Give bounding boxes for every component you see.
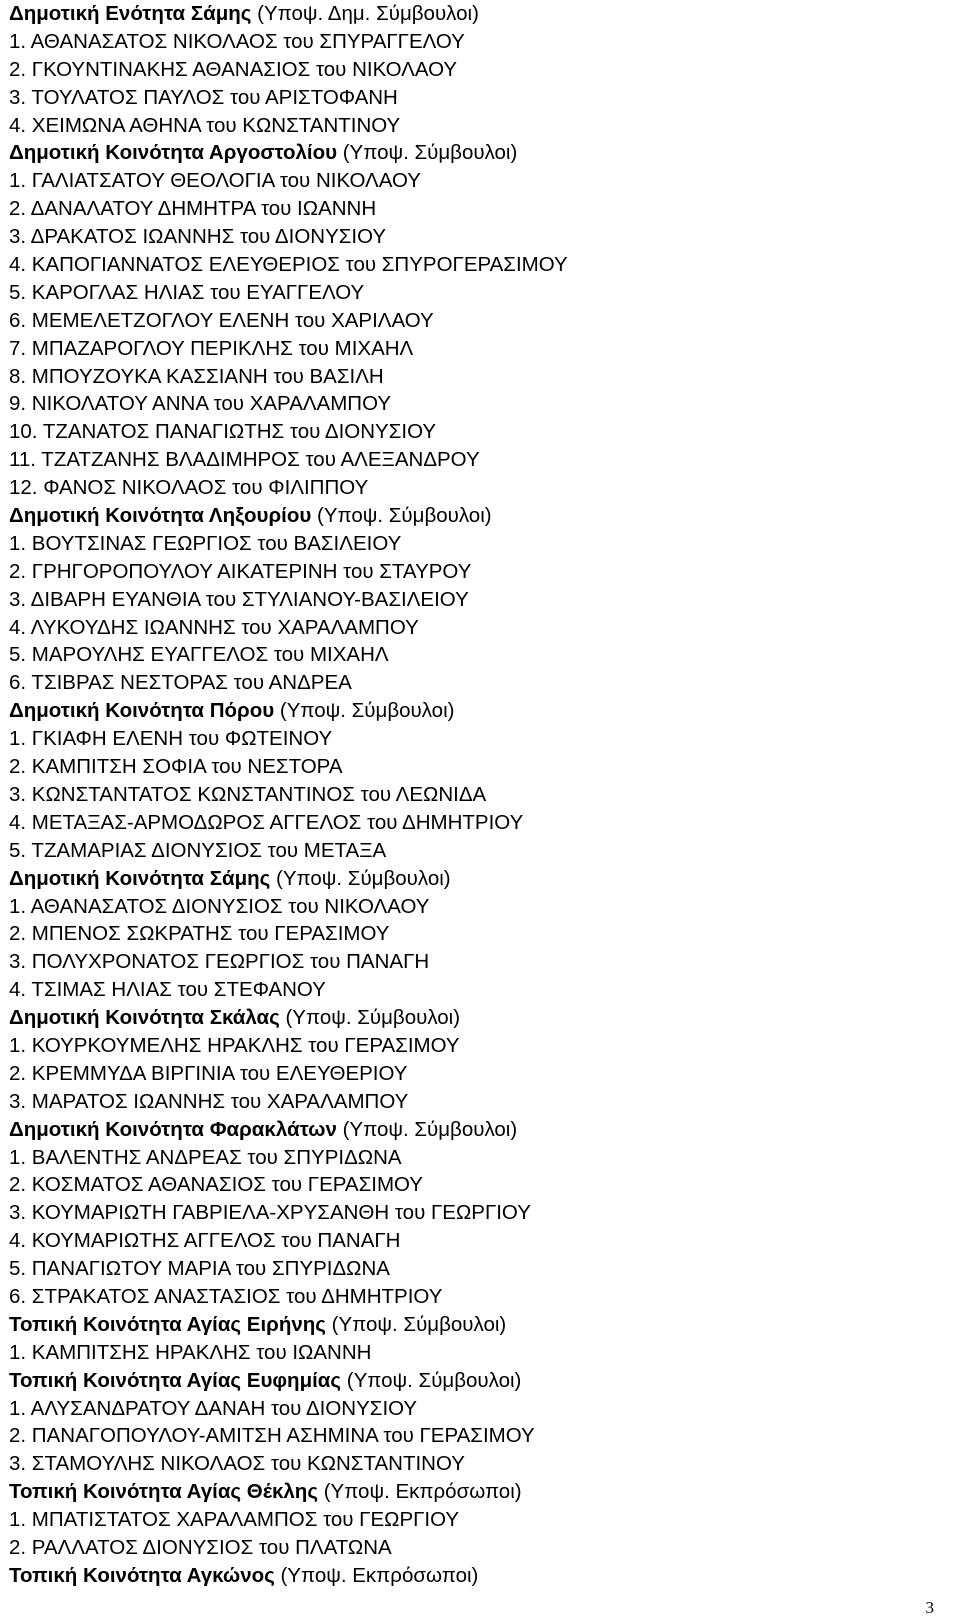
section-heading <box>9 865 949 893</box>
section-heading-title: Δημοτική Κοινότητα Φαρακλάτων <box>9 1117 337 1141</box>
section-heading <box>9 139 949 167</box>
candidate-entry: 2. ΓΚΟΥΝΤΙΝΑΚΗΣ ΑΘΑΝΑΣΙΟΣ του ΝΙΚΟΛΑΟΥ <box>9 57 458 81</box>
candidate-entry: 1. ΜΠΑΤΙΣΤΑΤΟΣ ΧΑΡΑΛΑΜΠΟΣ του ΓΕΩΡΓΙΟΥ <box>9 1508 460 1532</box>
candidate-entry: 4. ΛΥΚΟΥΔΗΣ ΙΩΑΝΝΗΣ του ΧΑΡΑΛΑΜΠΟΥ <box>9 615 419 639</box>
section-heading-qualifier: (Υποψ. Σύμβουλοι) <box>270 866 451 890</box>
candidate-entry: 2. ΓΡΗΓΟΡΟΠΟΥΛΟΥ ΑΙΚΑΤΕΡΙΝΗ του ΣΤΑΥΡΟΥ <box>9 559 472 583</box>
candidate-entry: 3. ΠΟΛΥΧΡΟΝΑΤΟΣ ΓΕΩΡΓΙΟΣ του ΠΑΝΑΓΗ <box>9 950 430 974</box>
candidate-entry: 6. ΜΕΜΕΛΕΤΖΟΓΛΟΥ ΕΛΕΝΗ του ΧΑΡΙΛΑΟΥ <box>9 308 434 332</box>
candidate-entry: 4. ΧΕΙΜΩΝΑ ΑΘΗΝΑ του ΚΩΝΣΤΑΝΤΙΝΟΥ <box>9 113 401 137</box>
candidate-entry: 10. ΤΖΑΝΑΤΟΣ ΠΑΝΑΓΙΩΤΗΣ του ΔΙΟΝΥΣΙΟΥ <box>9 420 437 444</box>
section-heading-qualifier: (Υποψ. Σύμβουλοι) <box>341 1368 522 1392</box>
candidate-entry: 2. ΚΑΜΠΙΤΣΗ ΣΟΦΙΑ του ΝΕΣΤΟΡΑ <box>9 755 343 779</box>
section-heading-title: Τοπική Κοινότητα Αγίας Ευφημίας <box>9 1368 342 1392</box>
section-heading <box>9 1367 949 1395</box>
candidate-entry: 1. ΑΘΑΝΑΣΑΤΟΣ ΝΙΚΟΛΑΟΣ του ΣΠΥΡΑΓΓΕΛΟΥ <box>9 29 465 53</box>
section-heading-qualifier: (Υποψ. Σύμβουλοι) <box>336 1117 518 1141</box>
section-heading-qualifier: (Υποψ. Σύμβουλοι) <box>337 141 518 165</box>
candidate-entry: 3. ΜΑΡΑΤΟΣ ΙΩΑΝΝΗΣ του ΧΑΡΑΛΑΜΠΟΥ <box>9 1089 409 1113</box>
candidate-entry: 8. ΜΠΟΥΖΟΥΚΑ ΚΑΣΣΙΑΝΗ του ΒΑΣΙΛΗ <box>9 364 384 388</box>
section-heading-title: Δημοτική Κοινότητα Σκάλας <box>9 1006 280 1030</box>
section-heading-qualifier: (Υποψ. Σύμβουλοι) <box>311 504 492 528</box>
section-heading-title: Τοπική Κοινότητα Αγκώνος <box>9 1563 275 1587</box>
candidate-entry: 1. ΓΚΙΑΦΗ ΕΛΕΝΗ του ΦΩΤΕΙΝΟΥ <box>9 727 333 751</box>
section-heading-title: Τοπική Κοινότητα Αγίας Ειρήνης <box>9 1312 326 1336</box>
page-number: 3 <box>925 1598 934 1617</box>
candidate-entry: 1. ΒΑΛΕΝΤΗΣ ΑΝΔΡΕΑΣ του ΣΠΥΡΙΔΩΝΑ <box>9 1145 402 1169</box>
candidate-entry: 5. ΚΑΡΟΓΛΑΣ ΗΛΙΑΣ του ΕΥΑΓΓΕΛΟΥ <box>9 280 365 304</box>
candidate-entry: 6. ΤΣΙΒΡΑΣ ΝΕΣΤΟΡΑΣ του ΑΝΔΡΕΑ <box>9 671 352 695</box>
section-heading-qualifier: (Υποψ. Εκπρόσωποι) <box>318 1480 522 1504</box>
section-heading <box>9 0 949 28</box>
section-heading-title: Δημοτική Κοινότητα Πόρου <box>9 699 275 723</box>
section-heading-qualifier: (Υποψ. Σύμβουλοι) <box>279 1006 461 1030</box>
candidate-entry: 1. ΑΛΥΣΑΝΔΡΑΤΟΥ ΔΑΝΑΗ του ΔΙΟΝΥΣΙΟΥ <box>9 1396 418 1420</box>
candidate-entry: 6. ΣΤΡΑΚΑΤΟΣ ΑΝΑΣΤΑΣΙΟΣ του ΔΗΜΗΤΡΙΟΥ <box>9 1284 443 1308</box>
candidate-entry: 12. ΦΑΝΟΣ ΝΙΚΟΛΑΟΣ του ΦΙΛΙΠΠΟΥ <box>9 476 369 500</box>
candidate-entry: 1. ΑΘΑΝΑΣΑΤΟΣ ΔΙΟΝΥΣΙΟΣ του ΝΙΚΟΛΑΟΥ <box>9 894 430 918</box>
section-heading-title: Δημοτική Κοινότητα Αργοστολίου <box>9 141 338 165</box>
candidate-entry: 1. ΒΟΥΤΣΙΝΑΣ ΓΕΩΡΓΙΟΣ του ΒΑΣΙΛΕΙΟΥ <box>9 531 402 555</box>
candidate-entry: 5. ΜΑΡΟΥΛΗΣ ΕΥΑΓΓΕΛΟΣ του ΜΙΧΑΗΛ <box>9 643 389 667</box>
candidate-entry: 5. ΤΖΑΜΑΡΙΑΣ ΔΙΟΝΥΣΙΟΣ του ΜΕΤΑΞΑ <box>9 838 387 862</box>
section-heading <box>9 1116 949 1144</box>
candidate-entry: 3. ΚΟΥΜΑΡΙΩΤΗ ΓΑΒΡΙΕΛΑ-ΧΡΥΣΑΝΘΗ του ΓΕΩΡΓΙΟΥ <box>9 1201 531 1225</box>
section-heading-qualifier: (Υποψ. Σύμβουλοι) <box>274 699 455 723</box>
candidate-entry: 2. ΠΑΝΑΓΟΠΟΥΛΟΥ-ΑΜΙΤΣΗ ΑΣΗΜΙΝΑ του ΓΕΡΑΣΙΜΟΥ <box>9 1424 535 1448</box>
candidate-entry: 3. ΔΙΒΑΡΗ ΕΥΑΝΘΙΑ του ΣΤΥΛΙΑΝΟΥ-ΒΑΣΙΛΕΙΟΥ <box>9 587 469 611</box>
section-heading <box>9 1004 949 1032</box>
candidate-entry: 3. ΤΟΥΛΑΤΟΣ ΠΑΥΛΟΣ του ΑΡΙΣΤΟΦΑΝΗ <box>9 85 398 109</box>
candidate-entry: 5. ΠΑΝΑΓΙΩΤΟΥ ΜΑΡΙΑ του ΣΠΥΡΙΔΩΝΑ <box>9 1257 390 1281</box>
candidate-entry: 2. ΔΑΝΑΛΑΤΟΥ ΔΗΜΗΤΡΑ του ΙΩΑΝΝΗ <box>9 197 377 221</box>
candidate-entry: 4. ΤΣΙΜΑΣ ΗΛΙΑΣ του ΣΤΕΦΑΝΟΥ <box>9 978 326 1002</box>
candidate-entry: 2. ΚΡΕΜΜΥΔΑ ΒΙΡΓΙΝΙΑ του ΕΛΕΥΘΕΡΙΟΥ <box>9 1061 408 1085</box>
candidate-entry: 1. ΚΑΜΠΙΤΣΗΣ ΗΡΑΚΛΗΣ του ΙΩΑΝΝΗ <box>9 1340 372 1364</box>
candidate-entry: 2. ΜΠΕΝΟΣ ΣΩΚΡΑΤΗΣ του ΓΕΡΑΣΙΜΟΥ <box>9 922 390 946</box>
candidate-entry: 3. ΔΡΑΚΑΤΟΣ ΙΩΑΝΝΗΣ του ΔΙΟΝΥΣΙΟΥ <box>9 225 387 249</box>
candidate-entry: 7. ΜΠΑΖΑΡΟΓΛΟΥ ΠΕΡΙΚΛΗΣ του ΜΙΧΑΗΛ <box>9 336 414 360</box>
section-heading-qualifier: (Υποψ. Εκπρόσωποι) <box>274 1563 479 1587</box>
section-heading-qualifier: (Υποψ. Δημ. Σύμβουλοι) <box>251 2 479 25</box>
section-heading <box>9 1311 949 1339</box>
section-heading-title: Δημοτική Ενότητα Σάμης <box>9 2 252 25</box>
candidate-entry: 11. ΤΖΑΤΖΑΝΗΣ ΒΛΑΔΙΜΗΡΟΣ του ΑΛΕΞΑΝΔΡΟΥ <box>9 448 480 472</box>
section-heading-qualifier: (Υποψ. Σύμβουλοι) <box>325 1312 507 1336</box>
candidate-entry: 3. ΚΩΝΣΤΑΝΤΑΤΟΣ ΚΩΝΣΤΑΝΤΙΝΟΣ του ΛΕΩΝΙΔΑ <box>9 782 487 806</box>
candidate-entry: 4. ΚΑΠΟΓΙΑΝΝΑΤΟΣ ΕΛΕΥΘΕΡΙΟΣ του ΣΠΥΡΟΓΕΡΑΣΙΜΟΥ <box>9 253 568 277</box>
section-heading <box>9 502 949 530</box>
section-heading-title: Τοπική Κοινότητα Αγίας Θέκλης <box>9 1480 318 1504</box>
section-heading-title: Δημοτική Κοινότητα Σάμης <box>9 866 271 890</box>
candidate-entry: 1. ΚΟΥΡΚΟΥΜΕΛΗΣ ΗΡΑΚΛΗΣ του ΓΕΡΑΣΙΜΟΥ <box>9 1033 460 1057</box>
candidate-entry: 4. ΚΟΥΜΑΡΙΩΤΗΣ ΑΓΓΕΛΟΣ του ΠΑΝΑΓΗ <box>9 1229 401 1253</box>
candidate-entry: 9. ΝΙΚΟΛΑΤΟΥ ΑΝΝΑ του ΧΑΡΑΛΑΜΠΟΥ <box>9 392 392 416</box>
section-heading <box>9 697 949 725</box>
section-heading <box>9 1478 949 1506</box>
candidate-entry: 2. ΡΑΛΛΑΤΟΣ ΔΙΟΝΥΣΙΟΣ του ΠΛΑΤΩΝΑ <box>9 1535 392 1559</box>
section-heading <box>9 1562 949 1590</box>
candidate-entry: 2. ΚΟΣΜΑΤΟΣ ΑΘΑΝΑΣΙΟΣ του ΓΕΡΑΣΙΜΟΥ <box>9 1173 423 1197</box>
document-page <box>9 0 949 1590</box>
candidate-entry: 3. ΣΤΑΜΟΥΛΗΣ ΝΙΚΟΛΑΟΣ του ΚΩΝΣΤΑΝΤΙΝΟΥ <box>9 1452 465 1476</box>
candidate-entry: 4. ΜΕΤΑΞΑΣ-ΑΡΜΟΔΩΡΟΣ ΑΓΓΕΛΟΣ του ΔΗΜΗΤΡΙΟΥ <box>9 810 524 834</box>
section-heading-title: Δημοτική Κοινότητα Ληξουρίου <box>9 504 312 528</box>
candidate-entry: 1. ΓΑΛΙΑΤΣΑΤΟΥ ΘΕΟΛΟΓΙΑ του ΝΙΚΟΛΑΟΥ <box>9 169 421 193</box>
